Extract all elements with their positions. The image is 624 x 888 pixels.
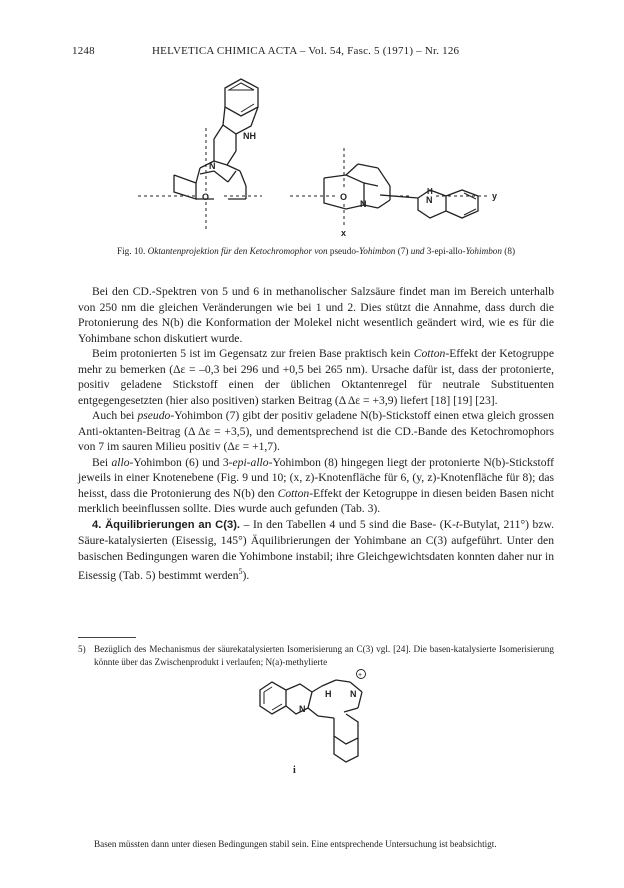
p3-italic-pseudo: pseudo (137, 409, 171, 422)
n-label-right: N (360, 199, 367, 209)
p2-text-b: -Effekt der Ketogruppe mehr zu bemerken (Δε = –0,3 bei 296 und +0,5 bei 265 nm). Ursache dafür ist, dass der protonierte, positiv geladene Stickstoff einen der üblichen Oktantenregel für neutrale Substituenten entgegengesetzten (hier also positiven) starken Beitrag (Δ Δε = +3,9) liefert [18] [19] [23]. (78, 347, 555, 407)
caption-num1: (7) (397, 246, 409, 256)
p2-italic-cotton: Cotton (413, 347, 446, 360)
p2-text-a: Beim protonierten 5 ist im Gegensatz zur freien Base praktisch kein (92, 347, 414, 360)
running-header: HELVETICA CHIMICA ACTA – Vol. 54, Fasc. 5 (1971) – Nr. 126 (152, 45, 460, 57)
n-label-left: N (209, 161, 216, 171)
nh-label-left: NH (243, 131, 256, 141)
p5-text-b: -Butylat, 211°) bzw. Säure-katalysierten (Eisessig, 145°) Äquilibrierungen der Yohimbane an C(3) aufgeführt. Unter den basischen Bedingungen waren die Yohimbone instabil; ihre Gleichgewichtsdaten konnten daher nur in Eisessig (Tab. 5) bestimmt werden (78, 517, 554, 582)
p4-text-a: Bei (92, 455, 112, 469)
footnote-mark: 5) (78, 644, 86, 654)
o-label-left: O (202, 192, 210, 202)
caption-part1: Oktantenprojektion für den Ketochromophor von (147, 246, 328, 256)
p3-text-a: Auch bei (92, 409, 138, 422)
page-number: 1248 (72, 45, 95, 57)
axis-x-label: x (341, 228, 347, 238)
caption-prefix: Fig. 10. (116, 246, 146, 256)
section-heading-equilibration: 4. Äquilibrierungen an C(3). (92, 518, 241, 531)
caption-compound1: Yohimbon (358, 246, 396, 256)
p5-text-a: – In den Tabellen 4 und 5 sind die Base- (K- (240, 517, 456, 531)
footnote-5-continuation: Basen müssten dann unter diesen Bedingungen stabil sein. Eine entsprechende Untersuchung ist beabsichtigt. (94, 839, 497, 849)
caption-compound1-pre: pseudo- (329, 246, 359, 256)
p4-text-c: -Yohimbon (8) hingegen liegt der protonierte N(b)-Stickstoff jeweils in einer Knotenebene (Fig. 9 und 10; (x, z)-Knotenfläche für 6, (y, z)-Knotenfläche für 8); das heisst, dass die Protonierung des N(b) den (78, 455, 555, 500)
paragraph-1: Bei den CD.-Spektren von 5 und 6 in methanolischer Salzsäure findet man im Bereich unterhalb von 250 nm die gleichen Veränderungen wie bei 1 und 2. Dies stützt die Annahme, dass durch die Protonierung des N(b) die Konformation der Molekel nicht wesentlich geändert wird, wie es für die Yohimbane schon diskutiert wurde. (78, 285, 554, 345)
intermediate-i-label: i (293, 765, 296, 776)
p4-italic-allo: allo (111, 455, 130, 469)
o-label-right: O (340, 192, 348, 202)
caption-compound2: Yohimbon (465, 246, 502, 256)
footnote-ref-5[interactable]: 5 (238, 567, 243, 576)
p4-italic-epi-allo: epi-allo (232, 455, 269, 469)
p5-italic-t: t (455, 517, 460, 531)
h-label-right: H (427, 187, 433, 196)
intermediate-n-label: N (299, 704, 306, 714)
p4-italic-cotton: Cotton (277, 486, 310, 500)
p5-text-c: ). (242, 568, 250, 582)
p4-text-b: -Yohimbon (6) und 3- (129, 455, 233, 469)
p3-text-b: -Yohimbon (7) gibt der positiv geladene N(b)-Stickstoff einen etwa gleich grossen Anti-oktanten-Beitrag (Δ Δε = +3,5), und dementsprechend ist die CD.-Bande des Ketochromophors von 7 im sauren Milieu positiv (Δε = +1,7). (78, 409, 554, 453)
intermediate-n-plus-label: N (350, 689, 357, 699)
footnote-text: Bezüglich des Mechanismus der säurekatalysierten Isomerisierung an C(3) vgl. [24]. Die basen-katalysierte Isomerisierung könnte über das Zwischenprodukt i verlaufen; N(a)-methylierte (94, 644, 554, 667)
caption-compound2-pre: 3-epi-allo- (426, 246, 466, 256)
plus-charge-label: + (358, 672, 363, 679)
caption-num2: (8) (504, 246, 516, 256)
p4-text-d: -Effekt der Ketogruppe in diesen beiden Basen nicht merklich beeinflussen sollte. Dies wurde auch gefunden (Tab. 3). (78, 486, 554, 515)
intermediate-h-label: H (325, 689, 332, 699)
caption-und: und (410, 246, 425, 256)
indole-n-label-right: N (426, 195, 433, 205)
axis-y-label: y (492, 191, 498, 201)
